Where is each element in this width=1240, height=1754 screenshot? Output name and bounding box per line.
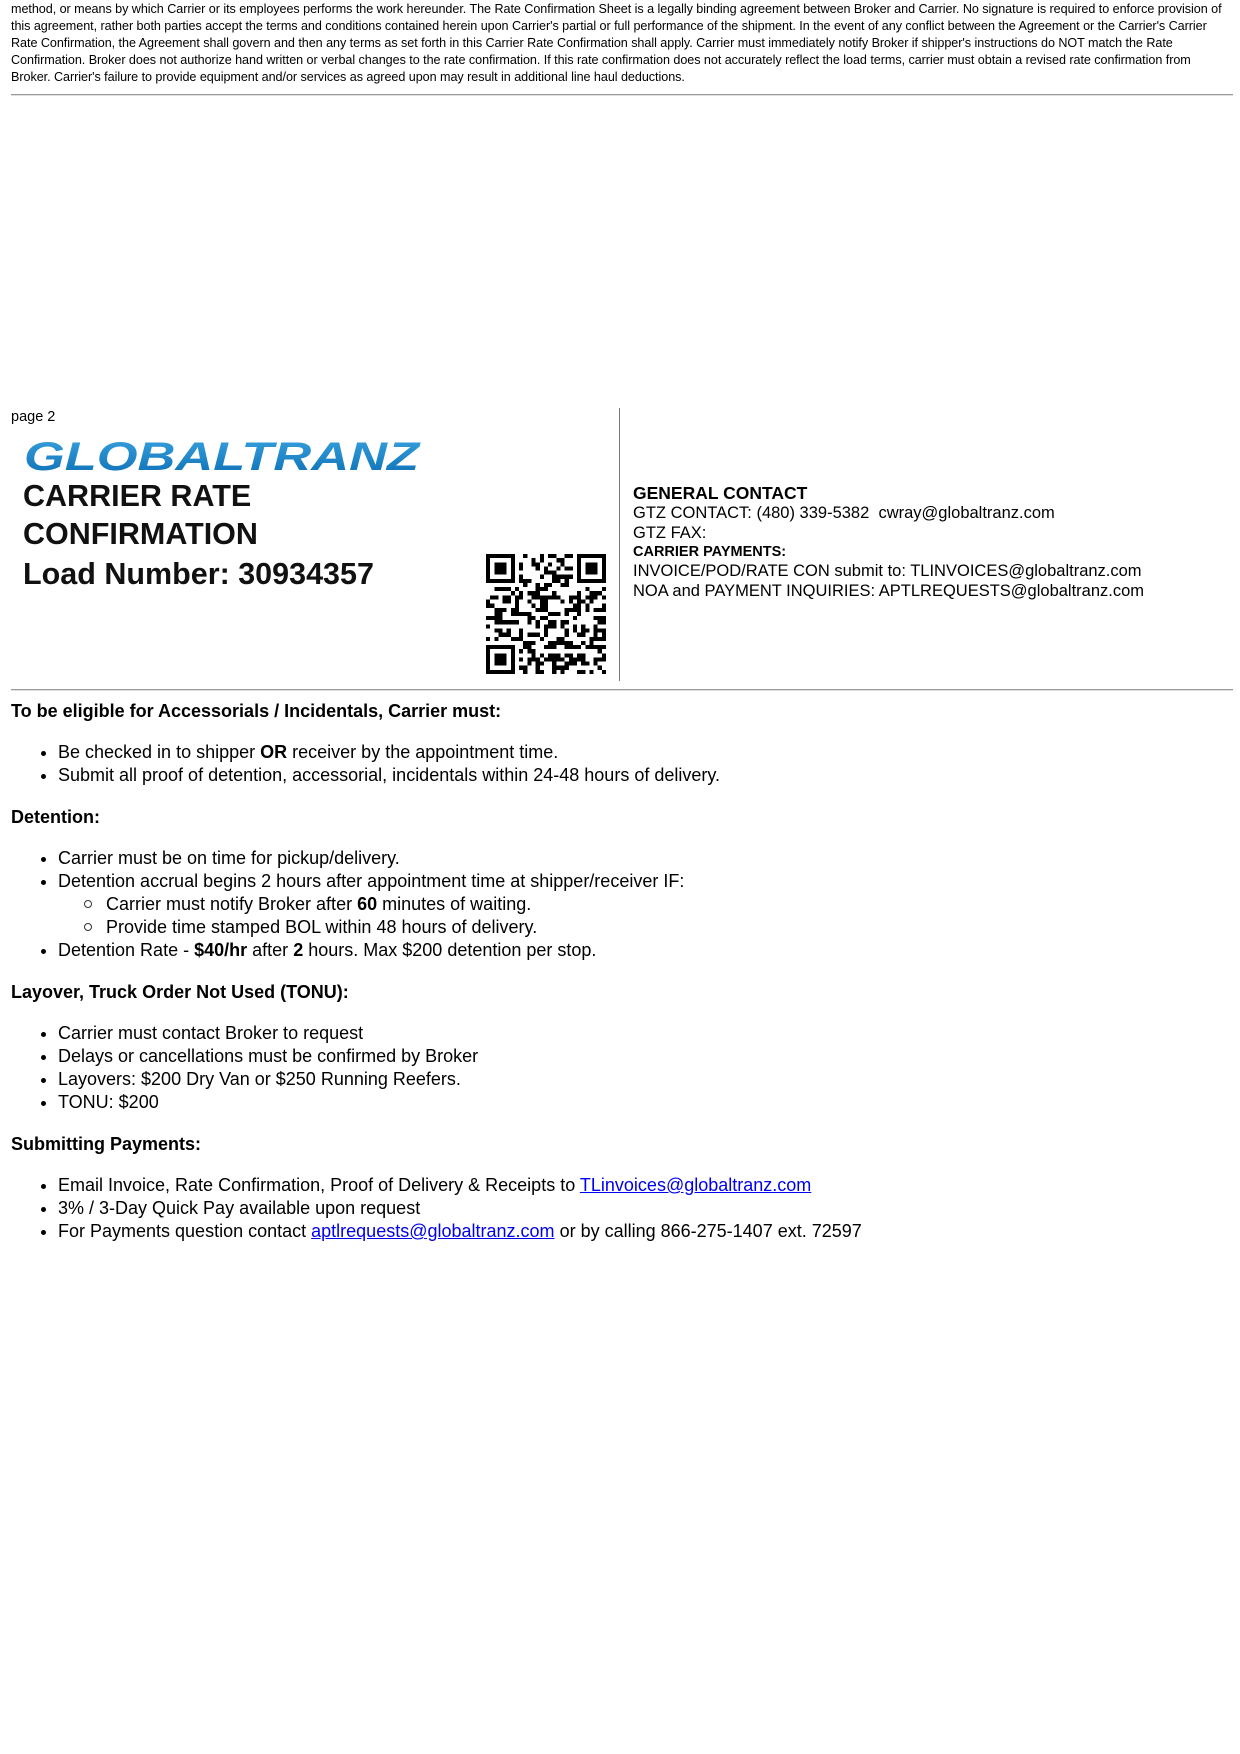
list-item-emphasis: OR — [260, 742, 288, 762]
invoice-submit-line — [633, 561, 1233, 581]
list-item-text: Be checked in to shipper — [58, 742, 256, 762]
load-number: 30934357 — [238, 557, 374, 591]
detention-list — [11, 847, 1233, 962]
list-item: • Layovers: $200 Dry Van or $250 Running Reefers. — [58, 1068, 1233, 1091]
globaltranz-logo — [24, 438, 424, 474]
terms-sections — [11, 700, 1233, 1262]
gtz-contact-email: cwray@globaltranz.com — [878, 504, 1055, 522]
document-title: CARRIER RATE CONFIRMATION — [23, 479, 258, 551]
list-item-emphasis: 60 — [357, 894, 378, 914]
logo-text: GLOBALTRANZ — [24, 438, 422, 474]
list-item-text: Detention Rate - — [58, 940, 190, 960]
list-item-emphasis: 2 — [293, 940, 304, 960]
list-item: • Delays or cancellations must be confirmed by Broker — [58, 1045, 1233, 1068]
list-item-text: receiver by the appointment time. — [292, 742, 559, 762]
list-item — [58, 741, 1233, 764]
qr-code — [486, 554, 606, 674]
detention-heading: Detention: — [11, 807, 100, 827]
list-item-text: or by calling 866-275-1407 ext. 72597 — [559, 1221, 862, 1241]
list-item-text: Carrier must notify Broker after — [106, 894, 353, 914]
layover-heading: Layover, Truck Order Not Used (TONU): — [11, 982, 349, 1002]
list-item-text: hours. Max $200 detention per stop. — [308, 940, 597, 960]
gtz-fax-label: GTZ FAX: — [633, 524, 707, 542]
noa-email: APTLREQUESTS@globaltranz.com — [878, 582, 1145, 600]
noa-line — [633, 581, 1233, 601]
divider — [11, 94, 1233, 96]
list-item — [58, 1220, 1233, 1243]
list-item: • Submit all proof of detention, accessorial, incidentals within 24-48 hours of delivery. — [58, 764, 1233, 787]
list-item-text: Detention accrual begins 2 hours after appointment time at shipper/receiver IF: — [58, 871, 685, 891]
invoice-submit-label: INVOICE/POD/RATE CON submit to: — [633, 562, 906, 580]
list-item-emphasis: $40/hr — [194, 940, 248, 960]
list-item-text: after — [252, 940, 289, 960]
sub-list-item: Provide time stamped BOL within 48 hours of delivery. — [106, 916, 1233, 939]
list-item-text: minutes of waiting. — [382, 894, 532, 914]
list-item — [58, 1174, 1233, 1197]
list-item-text: For Payments question contact — [58, 1221, 307, 1241]
list-item-text: Email Invoice, Rate Confirmation, Proof of Delivery & Receipts to — [58, 1175, 576, 1195]
list-item: • 3% / 3-Day Quick Pay available upon request — [58, 1197, 1233, 1220]
aptlrequests-email-link[interactable]: aptlrequests@globaltranz.com — [311, 1221, 555, 1241]
list-item: • TONU: $200 — [58, 1091, 1233, 1114]
layover-list — [11, 1022, 1233, 1114]
invoice-submit-email: TLINVOICES@globaltranz.com — [910, 562, 1142, 580]
vertical-divider — [619, 408, 620, 681]
tlinvoices-email-link[interactable]: TLinvoices@globaltranz.com — [579, 1175, 812, 1195]
payments-list — [11, 1174, 1233, 1243]
detention-sublist — [58, 893, 1233, 939]
sub-list-item — [106, 893, 1233, 916]
gtz-contact-line — [633, 503, 1233, 523]
list-item: • Carrier must be on time for pickup/delivery. — [58, 847, 1233, 870]
payments-heading: Submitting Payments: — [11, 1134, 202, 1154]
load-number-label: Load Number: — [23, 557, 230, 591]
load-number-line — [23, 557, 374, 592]
accessorials-list — [11, 741, 1233, 787]
gtz-contact-label: GTZ CONTACT: — [633, 504, 752, 522]
general-contact-heading: GENERAL CONTACT — [633, 483, 808, 503]
noa-label: NOA and PAYMENT INQUIRIES: — [633, 582, 876, 600]
gtz-contact-phone: (480) 339-5382 — [756, 504, 870, 522]
divider — [11, 689, 1233, 691]
carrier-payments-heading: CARRIER PAYMENTS: — [633, 544, 787, 560]
list-item — [58, 939, 1233, 962]
terms-paragraph: method, or means by which Carrier or its employees performs the work hereunder. The Rate Confirmation Sheet is a legally binding agreement between Broker and Carrier. No signature is required to enforce provision of this agreement, rather both parties accept the terms and conditions contained herein upon Carrier's partial or full performance of the shipment. In the event of any conflict between the Agreement or the Carrier's Carrier Rate Confirmation, the Agreement shall govern and then any terms as set forth in this Carrier Rate Confirmation shall apply. Carrier must immediately notify Broker if shipper's instructions do NOT match the Rate Confirmation. Broker does not authorize hand written or verbal changes to the rate confirmation. If this rate confirmation does not accurately reflect the load terms, carrier must obtain a revised rate confirmation from Broker. Carrier's failure to provide equipment and/or services as agreed upon may result in additional line haul deductions. — [11, 2, 1222, 84]
page-label: page 2 — [11, 409, 56, 425]
accessorials-heading: To be eligible for Accessorials / Incidentals, Carrier must: — [11, 701, 502, 721]
list-item — [58, 870, 1233, 939]
general-contact-block — [633, 483, 1233, 601]
list-item: • Carrier must contact Broker to request — [58, 1022, 1233, 1045]
